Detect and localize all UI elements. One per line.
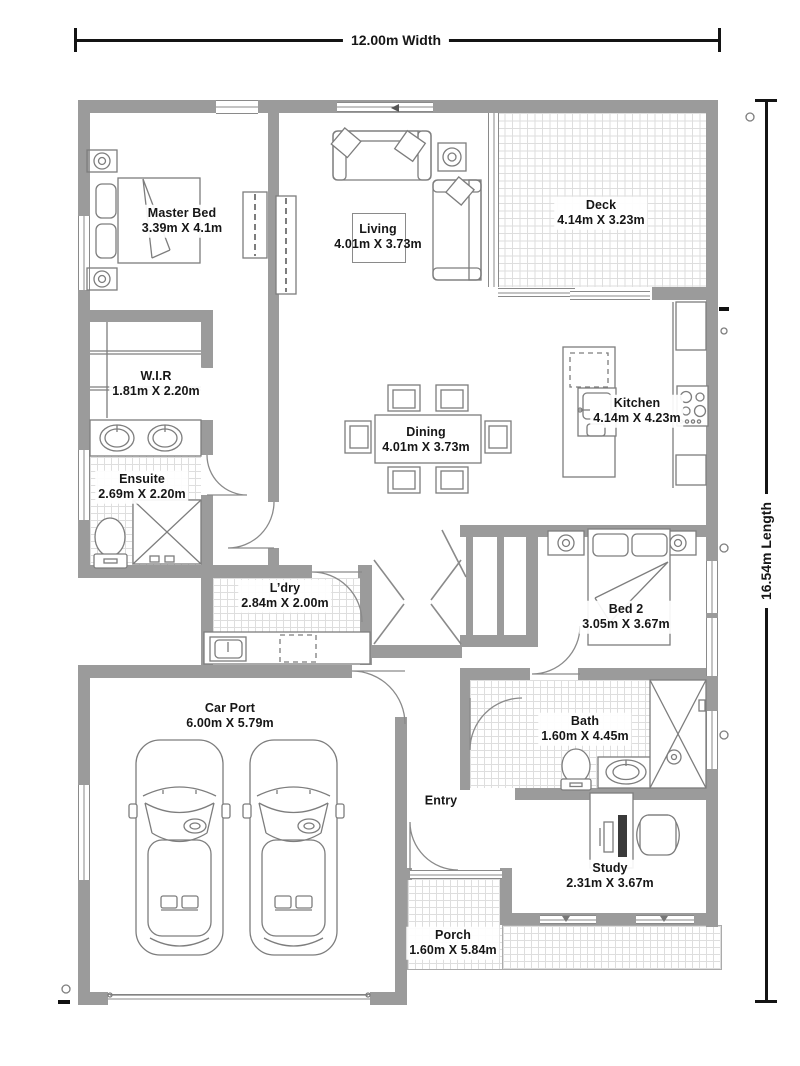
room-name: Deck [585, 197, 617, 212]
length-dimension-label: 16.54m Length [758, 494, 774, 608]
room-name: L’dry [269, 580, 301, 595]
car [129, 740, 230, 955]
room-size: 6.00m X 5.79m [186, 716, 274, 730]
room-name: Dining [406, 424, 446, 439]
room-size: 2.69m X 2.20m [98, 487, 186, 501]
room-size: 3.39m X 4.1m [141, 221, 223, 235]
room-size: 2.31m X 3.67m [566, 876, 654, 890]
room-name: Entry [424, 793, 458, 808]
room-size: 4.01m X 3.73m [334, 237, 422, 251]
car [243, 740, 344, 955]
room-size: 3.05m X 3.67m [582, 617, 670, 631]
room-label-dining [379, 424, 472, 457]
room-name: Kitchen [613, 395, 661, 410]
room-label-deck [554, 197, 647, 230]
room-size: 2.84m X 2.00m [241, 596, 329, 610]
room-label-study [563, 860, 656, 893]
room-name: Bath [570, 713, 600, 728]
room-name: Car Port [204, 700, 256, 715]
folding-doors [374, 530, 466, 644]
room-label-living [331, 221, 424, 254]
room-name: Study [592, 860, 628, 875]
room-label-bath [538, 713, 631, 746]
room-label-bed2 [579, 601, 672, 634]
room-size: 1.60m X 5.84m [409, 943, 497, 957]
room-label-kitchen [590, 395, 683, 428]
laundry-fixtures [204, 632, 370, 664]
room-size: 1.81m X 2.20m [112, 384, 200, 398]
room-label-entry [422, 792, 460, 809]
width-dimension-label: 12.00m Width [343, 32, 449, 48]
room-name: Ensuite [119, 471, 165, 486]
room-label-master-bed [139, 205, 225, 238]
slider-arrow-icon [391, 104, 399, 112]
room-size: 4.14m X 3.23m [557, 213, 645, 227]
room-label-ensuite [95, 471, 188, 504]
room-label-porch [406, 927, 499, 960]
room-size: 4.01m X 3.73m [382, 440, 470, 454]
study-furniture [590, 793, 679, 868]
room-name: Porch [435, 927, 471, 942]
room-name: Master Bed [147, 205, 217, 220]
room-name: W.I.R [140, 368, 172, 383]
room-label-carport [183, 700, 276, 733]
room-name: Living [359, 221, 397, 236]
room-name: Bed 2 [608, 601, 644, 616]
room-label-ldry [238, 580, 331, 613]
room-size: 4.14m X 4.23m [593, 411, 681, 425]
room-size: 1.60m X 4.45m [541, 729, 629, 743]
room-label-wir [109, 368, 202, 401]
